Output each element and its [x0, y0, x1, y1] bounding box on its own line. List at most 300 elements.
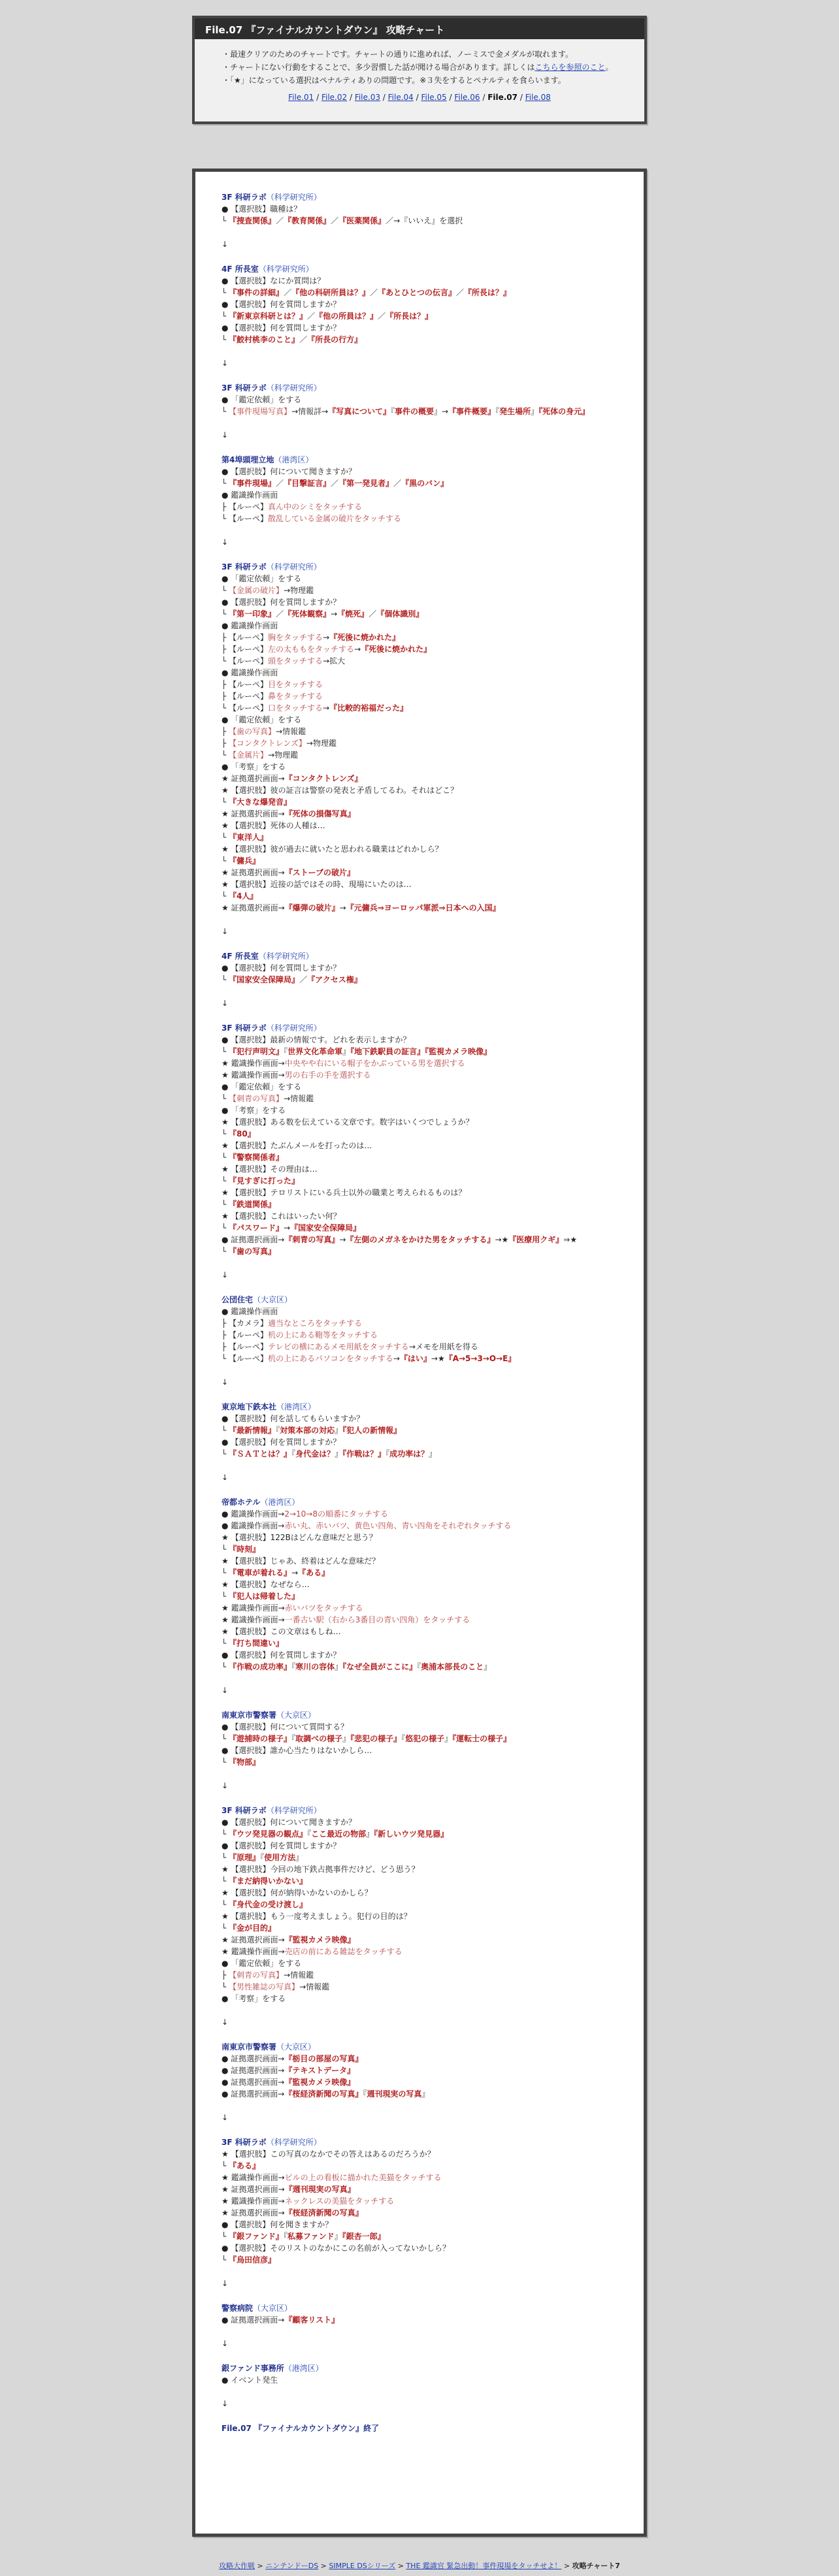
answer-choice: 『運転士の様子』 — [452, 1734, 512, 1743]
answer-choice: 『ＳＡＴとは？』 — [229, 1449, 292, 1458]
action-target: 机の上にあるパソコンをタッチする — [268, 1354, 393, 1363]
section-heading — [222, 1022, 617, 1034]
answer-choice: 『監視カメラ映像』 — [425, 1047, 492, 1056]
step-line: ├ 【ルーペ】左の太ももをタッチする→『死後に焼かれた』 — [222, 645, 432, 654]
step-line: └ 『歯の写真』 — [222, 1247, 276, 1256]
flow-arrow: ↓ — [222, 2018, 229, 2027]
step-line: ★ 証拠選択画面→『コンタクトレンズ』 — [222, 774, 363, 783]
step-line: ● 「鑑定依頼」をする — [222, 715, 302, 724]
answer-choice: 『事件現場』 — [229, 479, 276, 488]
answer-choice: 『死後に焼かれた』 — [329, 633, 401, 642]
step-line: ● 【選択肢】何を質問しますか？ — [222, 1650, 341, 1660]
note-item: ・ チャートにない行動をすることで、多少習慣した話が聞ける場合があります。詳しくはこちらを参照のこと。 — [222, 61, 621, 73]
step-line: ● 【選択肢】何について聞きますか？ — [222, 467, 357, 476]
answer-choice: 『第一印象』 — [229, 609, 276, 619]
answer-choice: 『黒のバン』 — [401, 479, 449, 488]
action-target: 2→10→8の順番にタッチする — [284, 1509, 388, 1519]
action-target: 中央やや右にいる帽子をかぶっている男を選択する — [284, 1059, 465, 1068]
answer-choice: 『80』 — [229, 1129, 255, 1138]
breadcrumb-link[interactable]: ニンテンドーDS — [265, 2562, 319, 2570]
step-line: ★ 【選択肢】ある数を伝えている文章です。数字はいくつでしょうか？ — [222, 1118, 474, 1127]
step-line: ● 「鑑定依頼」をする — [222, 1959, 302, 1968]
chart-section — [222, 1022, 617, 1257]
file-nav-link[interactable]: File.05 — [421, 93, 447, 102]
step-line: └ 【事件現場写真】→情報詳→『写真について』『事件の概要』→『事件概要』『発生場所』『死体の身元』 — [222, 407, 590, 416]
section-heading — [222, 454, 617, 466]
step-line: └ 【金属片】→物理鑑 — [222, 750, 299, 760]
step-line: ● 【選択肢】誰か心当たりはないかしら… — [222, 1746, 372, 1755]
step-line: └ 『80』 — [222, 1129, 255, 1138]
chart-section — [222, 2302, 617, 2326]
answer-choice: 私募ファンド — [287, 2232, 335, 2241]
step-line: ★ 【選択肢】もう一度考えましょう。犯行の目的は？ — [222, 1912, 412, 1921]
action-target: 【事件現場写真】 — [229, 407, 292, 416]
step-line: ★ 【選択肢】たぶんメールを打ったのは… — [222, 1141, 372, 1150]
section-heading — [222, 191, 617, 203]
action-target: 【金属片】 — [229, 750, 269, 760]
step-line: ★ 【選択肢】死体の人種は… — [222, 821, 325, 830]
step-line: ● 鑑識操作画面 — [222, 621, 278, 630]
step-line: └ 『物部』 — [222, 1758, 261, 1767]
answer-choice: 『ストーブの破片』 — [284, 868, 355, 877]
action-target: 【男性雑誌の写真】 — [229, 1982, 300, 1991]
step-line: ★ 【選択肢】この写真のなかでその答えはあるのだろうか？ — [222, 2149, 435, 2159]
answer-choice: 『新しいウツ発見器』 — [374, 1829, 449, 1839]
action-target: ビルの上の看板に描かれた美猫をタッチする — [284, 2173, 442, 2182]
answer-choice: 『銀ファンド』 — [229, 2232, 284, 2241]
location-name: 3F 科研ラボ — [222, 1806, 267, 1815]
step-line: └ 『鉄道関係』 — [222, 1200, 276, 1209]
chart-content — [222, 191, 617, 2434]
step-line: └ 『事件現場』／『目撃証言』／『第一発見者』／『黒のバン』 — [222, 479, 449, 488]
step-line: ★ 証拠選択画面→『監視カメラ映像』 — [222, 1935, 355, 1944]
answer-choice: 成功率は？ — [389, 1449, 429, 1458]
location-name: 警察病院 — [222, 2304, 254, 2313]
location-area: （科学研究所） — [266, 562, 321, 572]
step-line: ★ 【選択肢】なぜなら… — [222, 1580, 310, 1589]
answer-choice: ここ最近の物部 — [311, 1829, 367, 1839]
answer-choice: 『コンタクトレンズ』 — [284, 774, 363, 783]
step-line: ├ 【ルーペ】真ん中のシミをタッチする — [222, 502, 363, 511]
action-target: 散乱している金属の破片をタッチする — [268, 514, 402, 523]
location-name: 4F 所長室 — [222, 952, 259, 961]
step-line: ★ 鑑識操作画面→赤いバツをタッチする — [222, 1603, 363, 1613]
step-line: ● 「鑑定依頼」をする — [222, 1082, 302, 1091]
step-line: ├ 【歯の写真】→情報鑑 — [222, 727, 306, 736]
flow-arrow: ↓ — [222, 2339, 229, 2348]
answer-choice: 『他の科研所員は？』 — [291, 288, 370, 297]
answer-choice: 『犯行声明文』 — [229, 1047, 284, 1056]
location-area: （科学研究所） — [258, 265, 314, 274]
answer-choice: 使用方法 — [264, 1853, 296, 1862]
step-line: ★ 【選択肢】今回の地下鉄占拠事件だけど、どう思う？ — [222, 1865, 420, 1874]
step-line: └ 『4人』 — [222, 892, 258, 901]
breadcrumb-link[interactable]: SIMPLE DSシリーズ — [329, 2562, 396, 2570]
answer-choice: 『地下鉄駅員の証言』 — [350, 1047, 425, 1056]
answer-choice: 『東洋人』 — [229, 833, 269, 842]
file-nav-link[interactable]: File.08 — [525, 93, 551, 102]
answer-choice: 『まだ納得いかない』 — [229, 1876, 308, 1886]
answer-choice: 『遊捕時の様子』 — [229, 1734, 292, 1743]
location-area: （港湾区） — [260, 1498, 300, 1507]
answer-choice: 『爆弾の破片』 — [284, 903, 340, 912]
flow-arrow: ↓ — [222, 1377, 229, 1387]
flow-arrow: ↓ — [222, 538, 229, 547]
flow-arrow: ↓ — [222, 1270, 229, 1280]
location-area: （港湾区） — [284, 2364, 323, 2373]
answer-choice: 『銀杏一郎』 — [342, 2232, 386, 2241]
location-name: 東京地下鉄本社 — [222, 1402, 277, 1411]
answer-choice: 『警察関係者』 — [229, 1153, 284, 1162]
location-name: 南東京市警察署 — [222, 1711, 277, 1720]
action-target: 男の右手の手を選択する — [284, 1071, 371, 1080]
action-target: 赤いバツをタッチする — [284, 1603, 363, 1613]
step-line: ● 「考察」をする — [222, 1106, 286, 1115]
answer-choice: 『A→5→3→O→E』 — [444, 1354, 516, 1363]
step-line: └ 『第一印象』／『死体観察』→『焼死』／『個体識別』 — [222, 609, 424, 619]
chart-section — [222, 950, 617, 986]
breadcrumb: 攻略大作戦 > ニンテンドーDS > SIMPLE DSシリーズ > THE 鑑識官 緊急出動！事件現場をタッチせよ！ > 攻略チャート7 — [219, 2562, 620, 2570]
chart-end: File.07 『ファイナルカウントダウン』終了 — [222, 2424, 380, 2433]
step-line: ★ 証拠選択画面→『死体の損傷写真』 — [222, 809, 355, 818]
step-line: └ 『作戦の成功率』『寒川の容体』『なぜ全員がここに』『奥浦本部長のこと』 — [222, 1662, 492, 1671]
flow-arrow: ↓ — [222, 2399, 229, 2408]
step-line: └ 『犯行声明文』『世界文化革命軍』『地下鉄駅員の証言』『監視カメラ映像』 — [222, 1047, 492, 1056]
step-line: ├ 【刺青の写真】→情報鑑 — [222, 1971, 314, 1980]
step-line: ● 証拠選択画面→『栃目の部屋の写真』 — [222, 2054, 363, 2063]
action-target: 目をタッチする — [268, 680, 323, 689]
answer-choice: 事件の概要 — [394, 407, 434, 416]
flow-arrow: ↓ — [222, 999, 229, 1008]
step-line: ★ 【選択肢】何が納得いかないのかしら？ — [222, 1888, 372, 1897]
step-line: └ 『最新情報』『対策本部の対応』『犯人の新情報』 — [222, 1426, 402, 1435]
file-nav-link[interactable]: File.06 — [454, 93, 480, 102]
step-line: ★ 証拠選択画面→『週刊現実の写真』 — [222, 2185, 355, 2194]
step-line: ★ 証拠選択画面→『桜経済新聞の写真』 — [222, 2208, 363, 2217]
answer-choice: 『顧客リスト』 — [284, 2315, 340, 2325]
answer-choice: 『鮫村桃李のこと』 — [229, 335, 300, 344]
location-area: （港湾区） — [276, 1402, 316, 1411]
action-target: 赤い丸、赤いバツ、黄色い四角、青い四角をそれぞれタッチする — [284, 1521, 512, 1530]
file-nav: File.01 / File.02 / File.03 / File.04 / File.05 / File.06 / File.07 / File.08 — [288, 93, 551, 102]
answer-choice: 『ある』 — [298, 1568, 330, 1577]
step-line: └ 【ルーペ】口をタッチする→『比較的裕福だった』 — [222, 703, 408, 713]
action-target: 鼻をタッチする — [268, 692, 323, 701]
answer-choice: 『作戦の成功率』 — [229, 1662, 292, 1671]
answer-choice: 『目撃証言』 — [284, 479, 331, 488]
section-heading — [222, 263, 617, 275]
step-line: ★ 【選択肢】近接の話ではその時、現場にいたのは… — [222, 880, 412, 889]
answer-choice: 週刊現実の写真 — [367, 2089, 422, 2099]
chart-section — [222, 382, 617, 417]
chart-box — [192, 169, 647, 2537]
answer-choice: 『鉄道関係』 — [229, 1200, 276, 1209]
answer-choice: 『所長は？』 — [386, 312, 433, 321]
step-line: └ 『遊捕時の様子』『取調べの様子』『悲犯の様子』『悠犯の様子』『運転士の様子』 — [222, 1734, 512, 1743]
flow-arrow: ↓ — [222, 1781, 229, 1790]
step-line: ● 証拠選択画面→『監視カメラ映像』 — [222, 2078, 355, 2087]
answer-choice: 『なぜ全員がここに』 — [342, 1662, 418, 1671]
section-heading — [222, 2136, 617, 2148]
flow-arrow: ↓ — [222, 2279, 229, 2288]
file-nav-link[interactable]: File.03 — [354, 93, 380, 102]
answer-choice: 『テキストデータ』 — [284, 2066, 355, 2075]
step-line: ● 【選択肢】何について質問する？ — [222, 1722, 349, 1731]
step-line: ● 【選択肢】何を質問しますか？ — [222, 598, 341, 607]
step-line: ├ 【ルーペ】テレビの横にあるメモ用紙をタッチする→メモを用紙を得る — [222, 1342, 478, 1351]
step-line: └ 『銀ファンド』『私募ファンド』『銀杏一郎』 — [222, 2232, 386, 2241]
step-line: ├ 【ルーペ】机の上にある鞄等をタッチする — [222, 1330, 378, 1340]
answer-choice: 『死後に焼かれた』 — [361, 645, 432, 654]
section-heading — [222, 1496, 617, 1508]
section-heading — [222, 1294, 617, 1306]
step-line: ★ 証拠選択画面→『爆弾の破片』→『元傭兵⇒ヨーロッパ軍派⇒日本への入国』 — [222, 903, 501, 912]
step-line: └ 【ルーペ】散乱している金属の破片をタッチする — [222, 514, 402, 523]
section-heading — [222, 1401, 617, 1413]
flow-arrow: ↓ — [222, 359, 229, 368]
step-line: ★ 証拠選択画面→『ストーブの破片』 — [222, 868, 355, 877]
breadcrumb-link[interactable]: 攻略大作戦 — [219, 2562, 255, 2570]
step-line: ● 【選択肢】何を質問しますか？ — [222, 300, 341, 309]
location-name: 3F 科研ラボ — [222, 2138, 267, 2147]
file-nav-current: File.07 — [487, 93, 518, 102]
answer-choice: 『個体識別』 — [376, 609, 424, 619]
chart-section — [222, 2041, 617, 2100]
section-heading — [222, 2362, 617, 2374]
step-line: ├ 【コンタクトレンズ】→物理鑑 — [222, 739, 337, 748]
notes-list — [222, 48, 621, 86]
step-line: └ 『犯人は帰着した』 — [222, 1592, 300, 1601]
step-line: ★ 【選択肢】彼の証言は警察の発表と矛盾してるわ。それはどこ？ — [222, 786, 459, 795]
flow-arrow: ↓ — [222, 1686, 229, 1695]
answer-choice: 『監視カメラ映像』 — [284, 2078, 355, 2087]
step-line: └ 『金が目的』 — [222, 1924, 276, 1933]
location-area: （大京区） — [276, 1711, 316, 1720]
step-line: ● 【選択肢】何を質問しますか？ — [222, 963, 341, 973]
step-line: └ 『身代金の受け渡し』 — [222, 1900, 308, 1909]
action-target: ネックレスの美猫をタッチする — [284, 2197, 395, 2206]
step-line: ● 【選択肢】そのリストのなかにこの名前が入ってないかしら？ — [222, 2244, 451, 2253]
answer-choice: 『医療用クギ』 — [508, 1235, 564, 1244]
location-name: 南東京市警察署 — [222, 2042, 277, 2052]
answer-choice: 『傭兵』 — [229, 856, 261, 865]
answer-choice: 悠犯の様子 — [405, 1734, 445, 1743]
answer-choice: 『焼死』 — [337, 609, 369, 619]
step-line: ● 「鑑定依頼」をする — [222, 395, 302, 404]
step-line: ● 「鑑定依頼」をする — [222, 574, 302, 583]
step-line: └ 『時刻』 — [222, 1545, 261, 1554]
file-nav-link[interactable]: File.04 — [387, 93, 414, 102]
location-area: （科学研究所） — [258, 952, 314, 961]
flow-arrow: ↓ — [222, 2113, 229, 2122]
action-target: 【歯の写真】 — [229, 727, 276, 736]
step-line: ● 証拠選択画面→『顧客リスト』 — [222, 2315, 340, 2325]
reference-link[interactable]: こちらを参照のこと — [535, 63, 606, 72]
location-area: （大京区） — [253, 1295, 293, 1304]
step-line: └ 『ＳＡＴとは？』『身代金は？』『作戦は？』『成功率は？』 — [222, 1449, 437, 1458]
answer-choice: 『国家安全保障局』 — [290, 1223, 361, 1232]
step-line: ● 【選択肢】何を質問しますか？ — [222, 1438, 341, 1447]
flow-arrow: ↓ — [222, 430, 229, 440]
action-target: 一番古い駅（右から3番目の青い四角）をタッチする — [284, 1615, 470, 1624]
note-item: ・ 「★」になっている選択はペナルティありの問題です。※３失をするとペナルティを食らいます。 — [222, 74, 621, 86]
chart-section — [222, 1294, 617, 1364]
step-line: └ 『烏田信彦』 — [222, 2255, 276, 2264]
chart-section — [222, 1805, 617, 2004]
step-line: ● 「考察」をする — [222, 762, 286, 771]
answer-choice: 『医薬関係』 — [338, 216, 386, 225]
step-line: └ 『見すぎに打った』 — [222, 1176, 300, 1185]
answer-choice: 『週刊現実の写真』 — [284, 2185, 355, 2194]
action-target: 【刺青の写真】 — [229, 1971, 284, 1980]
step-line: ● 鑑識操作画面→赤い丸、赤いバツ、黄色い四角、青い四角をそれぞれタッチする — [222, 1521, 512, 1530]
step-line: ★ 【選択肢】テロリストにいる兵士以外の職業と考えられるものは？ — [222, 1188, 467, 1197]
location-area: （科学研究所） — [266, 2138, 321, 2147]
step-line: └ 【男性雑誌の写真】→情報鑑 — [222, 1982, 330, 1991]
location-area: （科学研究所） — [266, 1806, 321, 1815]
answer-choice: 『元傭兵⇒ヨーロッパ軍派⇒日本への入国』 — [346, 903, 501, 912]
file-nav-link[interactable]: File.01 — [288, 93, 314, 102]
section-heading — [222, 1709, 617, 1721]
chart-section — [222, 263, 617, 346]
action-target: テレビの横にあるメモ用紙をタッチする — [268, 1342, 409, 1351]
action-target: 【コンタクトレンズ】 — [229, 739, 306, 748]
step-line: └ 【金属の破片】→物理鑑 — [222, 586, 314, 595]
file-nav-link[interactable]: File.02 — [321, 93, 348, 102]
step-line: ● 【選択肢】何を聞きますか？ — [222, 2220, 333, 2229]
answer-choice: 『大きな爆発音』 — [229, 797, 292, 807]
step-line: ★ 鑑識操作画面→ビルの上の看板に描かれた美猫をタッチする — [222, 2173, 442, 2182]
step-line: └ 『新東京科研とは？』／『他の所員は？』／『所長は？』 — [222, 312, 433, 321]
answer-choice: 『犯人の新情報』 — [342, 1426, 402, 1435]
answer-choice: 『時刻』 — [229, 1545, 261, 1554]
answer-choice: 『監視カメラ映像』 — [284, 1935, 355, 1944]
answer-choice: 『はい』 — [399, 1354, 431, 1363]
action-target: 【刺青の写真】 — [229, 1094, 284, 1103]
answer-choice: 対策本部の対応 — [280, 1426, 335, 1435]
answer-choice: 『捜査関係』 — [229, 216, 276, 225]
step-line: ● 【選択肢】何について聞きますか？ — [222, 1818, 357, 1827]
location-area: （大京区） — [253, 2304, 293, 2313]
step-line: ★ 【選択肢】彼が過去に就いたと思われる職業はどれかしら？ — [222, 845, 443, 854]
step-line: └ 『パスワード』→『国家安全保障局』 — [222, 1223, 361, 1232]
answer-choice: 『第一発見者』 — [338, 479, 394, 488]
step-line: ● 証拠選択画面→『刺青の写真』→『左側のメガネをかけた男をタッチする』→★『医療用クギ』⇒★ — [222, 1235, 578, 1244]
answer-choice: 『左側のメガネをかけた男をタッチする』 — [346, 1235, 495, 1244]
answer-choice: 『教育関係』 — [284, 216, 331, 225]
step-line: ★ 【選択肢】じゃあ、終着はどんな意味だ？ — [222, 1556, 380, 1566]
answer-choice: 『見すぎに打った』 — [229, 1176, 300, 1185]
step-line: └ 『ウツ発見器の観点』『ここ最近の物部』『新しいウツ発見器』 — [222, 1829, 449, 1839]
step-line: └ 『原理』『使用方法』 — [222, 1853, 304, 1862]
answer-choice: 『死体の損傷写真』 — [284, 809, 355, 818]
action-target: 胸をタッチする — [268, 633, 323, 642]
step-line: ★ 鑑識操作画面→売店の前にある雑誌をタッチする — [222, 1947, 403, 1956]
step-line: └ 『打ち間違い』 — [222, 1639, 284, 1648]
step-line: ★ 【選択肢】122Bはどんな意味だと思う？ — [222, 1533, 377, 1542]
answer-choice: 『比較的裕福だった』 — [329, 703, 408, 713]
answer-choice: 『犯人は帰着した』 — [229, 1592, 300, 1601]
step-line: ● 「考察」をする — [222, 1994, 286, 2003]
answer-choice: 『あとひとつの伝言』 — [378, 288, 456, 297]
answer-choice: 『新東京科研とは？』 — [229, 312, 308, 321]
location-area: （科学研究所） — [266, 383, 321, 393]
step-line: ├ 【ルーペ】目をタッチする — [222, 680, 323, 689]
step-line: └ 『東洋人』 — [222, 833, 269, 842]
answer-choice: 『歯の写真』 — [229, 1247, 276, 1256]
answer-choice: 『烏田信彦』 — [229, 2255, 276, 2264]
chart-section — [222, 561, 617, 914]
step-line: ├ 【カメラ】適当なところをタッチする — [222, 1319, 363, 1328]
answer-choice: 『死体観察』 — [284, 609, 331, 619]
step-line: └ 『事件の詳細』／『他の科研所員は？』／『あとひとつの伝言』／『所長は？』 — [222, 288, 511, 297]
location-area: （港湾区） — [274, 455, 314, 464]
step-line: ● イベント発生 — [222, 2375, 278, 2385]
chart-section — [222, 454, 617, 524]
section-heading — [222, 1805, 617, 1816]
step-line: ├ 【ルーペ】胸をタッチする→『死後に焼かれた』 — [222, 633, 401, 642]
chart-section — [222, 1401, 617, 1460]
step-line: └ 【ルーペ】頭をタッチする→拡大 — [222, 656, 346, 666]
step-line: └ 『まだ納得いかない』 — [222, 1876, 308, 1886]
step-line: ● 証拠選択画面→『桜経済新聞の写真』『週刊現実の写真』 — [222, 2089, 430, 2099]
action-target: 左の太ももをタッチする — [268, 645, 355, 654]
step-line: ● 【選択肢】なにか質問は？ — [222, 276, 325, 285]
location-name: 3F 科研ラボ — [222, 193, 267, 202]
section-heading — [222, 382, 617, 394]
action-target: 頭をタッチする — [268, 656, 323, 666]
section-heading — [222, 561, 617, 573]
location-name: 3F 科研ラボ — [222, 1023, 267, 1033]
step-line: └ 『国家安全保障局』／『アクセス権』 — [222, 975, 362, 984]
answer-choice: 『パスワード』 — [229, 1223, 284, 1232]
answer-choice: 『他の所員は？』 — [315, 312, 378, 321]
answer-choice: 『国家安全保障局』 — [229, 975, 300, 984]
answer-choice: 『写真について』 — [328, 407, 391, 416]
answer-choice: 世界文化革命軍 — [288, 1047, 343, 1056]
location-area: （大京区） — [276, 2042, 316, 2052]
answer-choice: 『作戦は？』 — [342, 1449, 386, 1458]
step-line: └ 【刺青の写真】→情報鑑 — [222, 1094, 314, 1103]
step-line: ├ 【ルーペ】鼻をタッチする — [222, 692, 323, 701]
step-line: └ 『ある』 — [222, 2161, 261, 2170]
section-heading — [222, 2302, 617, 2314]
step-line: ● 【選択肢】何を質問しますか？ — [222, 323, 341, 332]
step-line: ★ 【選択肢】これはいったい何？ — [222, 1212, 341, 1221]
answer-choice: 『ある』 — [229, 2161, 261, 2170]
answer-choice: 『事件の詳細』 — [229, 288, 284, 297]
page-title: File.07 『ファイナルカウントダウン』 攻略チャート — [195, 18, 644, 39]
answer-choice: 『金が目的』 — [229, 1924, 276, 1933]
location-area: （科学研究所） — [266, 1023, 321, 1033]
answer-choice: 『死体の身元』 — [538, 407, 590, 416]
answer-choice: 『打ち間違い』 — [229, 1639, 284, 1648]
answer-choice: 『桜経済新聞の写真』 — [284, 2089, 363, 2099]
step-line: ★ 【選択肢】その理由は… — [222, 1165, 318, 1174]
answer-choice: 『物部』 — [229, 1758, 261, 1767]
section-heading — [222, 2041, 617, 2053]
answer-choice: 『最新情報』 — [229, 1426, 276, 1435]
breadcrumb-link[interactable]: THE 鑑識官 緊急出動！事件現場をタッチせよ！ — [406, 2562, 562, 2570]
step-line: ● 鑑識操作画面 — [222, 668, 278, 677]
answer-choice: 身代金は？ — [295, 1449, 335, 1458]
action-target: 【金属の破片】 — [229, 586, 284, 595]
location-name: 銀ファンド事務所 — [222, 2364, 284, 2373]
location-name: 3F 科研ラボ — [222, 383, 267, 393]
step-line: └ 『大きな爆発音』 — [222, 797, 292, 807]
note-item: ・ 最速クリアのためのチャートです。チャートの通りに進めれば、ノーミスで金メダルが取れます。 — [222, 48, 621, 60]
step-line: └ 『警察関係者』 — [222, 1153, 284, 1162]
